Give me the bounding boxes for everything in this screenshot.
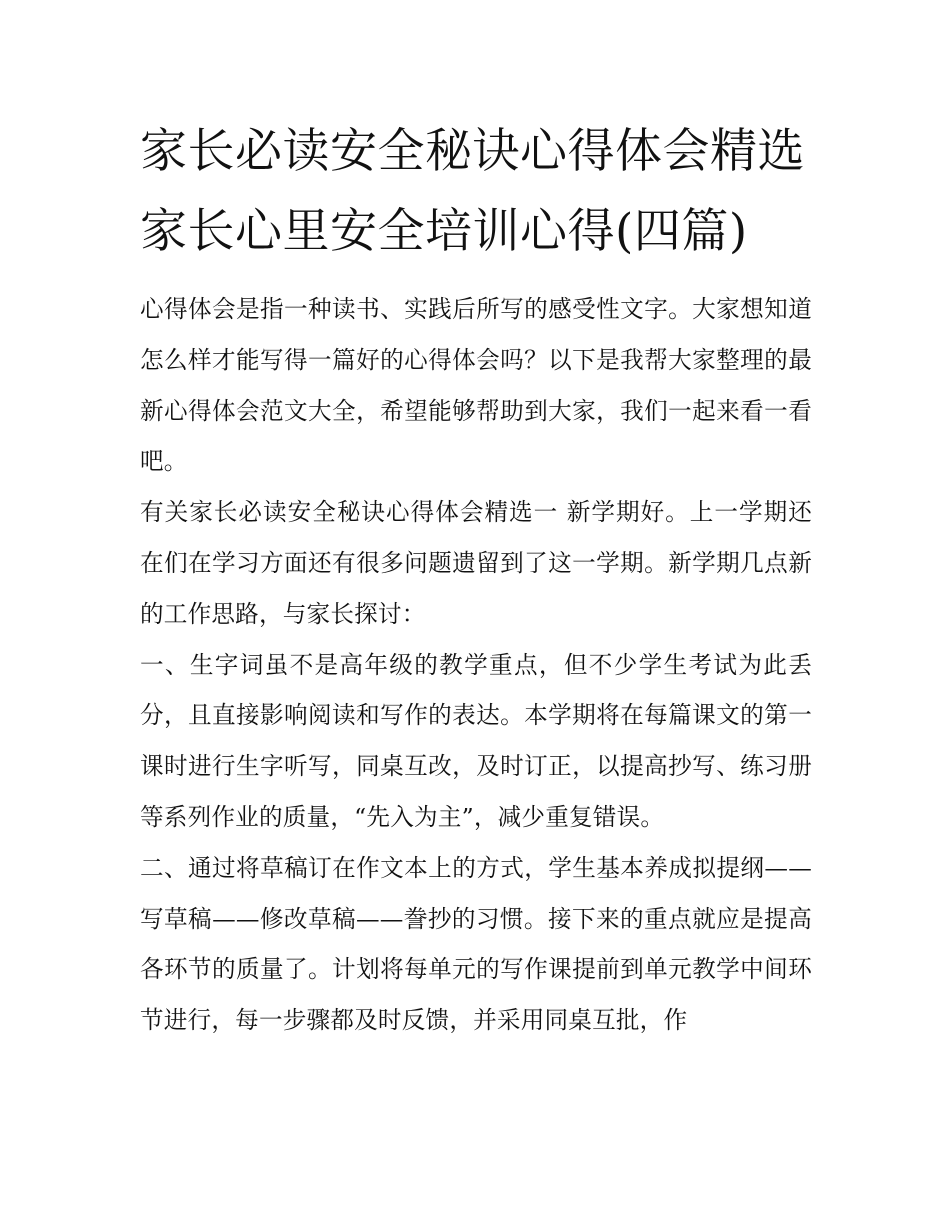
document-title: 家长必读安全秘诀心得体会精选 家长心里安全培训心得(四篇) <box>140 124 805 259</box>
paragraph-point-two: 二、通过将草稿订在作文本上的方式，学生基本养成拟提纲——写草稿——修改草稿——誊抄的习惯。接下来的重点就应是提高各环节的质量了。计划将每单元的写作课提前到单元教学中间环节进行，每一步骤都及时反馈，并采用同桌互批，作 <box>140 853 812 1035</box>
paragraph-point-one: 一、生字词虽不是高年级的教学重点，但不少学生考试为此丢分，且直接影响阅读和写作的表达。本学期将在每篇课文的第一课时进行生字听写，同桌互改，及时订正，以提高抄写、练习册等系列作业的质量，“先入为主”，减少重复错误。 <box>140 650 812 831</box>
document-page <box>140 112 812 1046</box>
paragraph-intro: 心得体会是指一种读书、实践后所写的感受性文字。大家想知道怎么样才能写得一篇好的心得体会吗？以下是我帮大家整理的最新心得体会范文大全，希望能够帮助到大家，我们一起来看一看吧。 <box>140 295 812 476</box>
paragraph-section-one: 有关家长必读安全秘诀心得体会精选一 新学期好。上一学期还在们在学习方面还有很多问题遗留到了这一学期。新学期几点新的工作思路，与家长探讨： <box>140 498 812 628</box>
document-body <box>140 284 812 1046</box>
